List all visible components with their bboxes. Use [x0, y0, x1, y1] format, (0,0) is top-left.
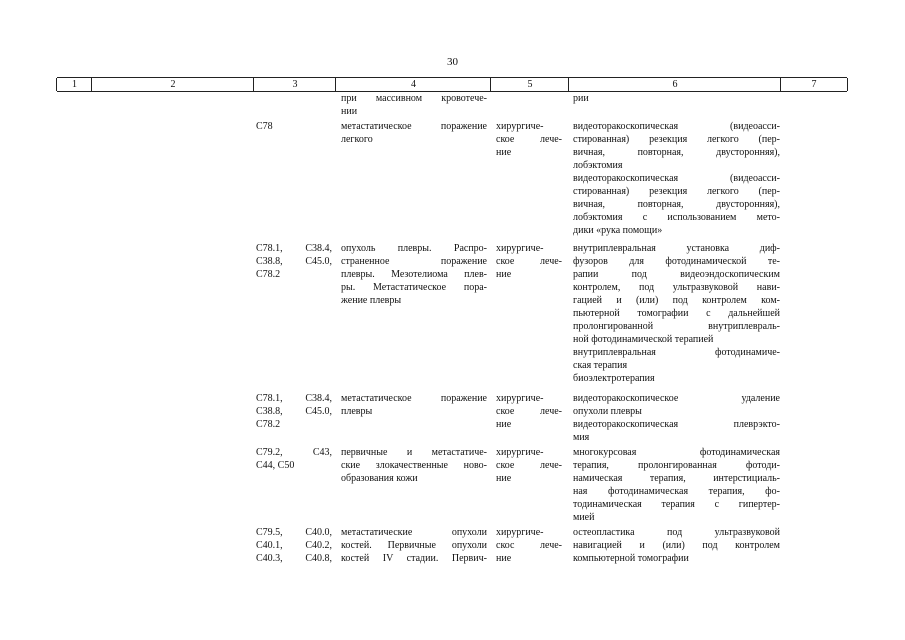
cell-line: метастатические опухоли — [341, 527, 487, 538]
treatment-type-cell — [496, 242, 562, 281]
cell-line: тодинамическая терапия с гипертер- — [573, 499, 780, 510]
cell-line: видеоторакоскопическая плеврэкто- — [573, 419, 780, 430]
cell-line: вичная, повторная, двусторонняя), — [573, 199, 780, 210]
cell-line: C78.1, C38.4, — [256, 393, 332, 404]
cell-line: внутриплевральная установка диф- — [573, 243, 780, 254]
method-cell — [573, 446, 780, 524]
cell-line: фузоров для фотодинамической те- — [573, 256, 780, 267]
cell-line: ние — [496, 269, 512, 280]
cell-line: рии — [573, 93, 589, 104]
header-col-6: 6 — [568, 78, 781, 91]
cell-line: вичная, повторная, двусторонняя), — [573, 147, 780, 158]
cell-line: контролем, под ультразвуковой нави- — [573, 282, 780, 293]
treatment-type-cell — [496, 526, 562, 565]
disease-cell — [341, 120, 487, 146]
cell-line: хирургиче- — [496, 447, 544, 458]
cell-line: легкого — [341, 134, 373, 145]
icd-code-cell — [256, 242, 332, 281]
cell-line: мия — [573, 432, 590, 443]
cell-line: видеоторакоскопическая (видеоасси- — [573, 173, 780, 184]
cell-line: ское лече- — [496, 134, 562, 145]
cell-line: плевры — [341, 406, 373, 417]
cell-line: жение плевры — [341, 295, 402, 306]
cell-line: ной фотодинамической терапией — [573, 334, 714, 345]
cell-line: C38.8, C45.0, — [256, 256, 332, 267]
header-col-7: 7 — [780, 78, 848, 91]
header-col-3: 3 — [253, 78, 336, 91]
cell-line: пьютерной томографии с дальнейшей — [573, 308, 780, 319]
treatment-type-cell — [496, 392, 562, 431]
cell-line: C78.2 — [256, 419, 281, 430]
header-col-5: 5 — [490, 78, 569, 91]
cell-line: хирургиче- — [496, 527, 544, 538]
method-cell — [573, 120, 780, 237]
cell-line: ские злокачественные ново- — [341, 460, 487, 471]
method-cell — [573, 242, 780, 385]
icd-code-cell — [256, 446, 332, 472]
icd-code-cell — [256, 392, 332, 431]
cell-line: пролонгированной внутриплевраль- — [573, 321, 780, 332]
cell-line: опухоль плевры. Распро- — [341, 243, 487, 254]
cell-line: опухоли плевры — [573, 406, 642, 417]
cell-line: страненное поражение — [341, 256, 487, 267]
cell-line: видеоторакоскопическое удаление — [573, 393, 780, 404]
cell-line: C38.8, C45.0, — [256, 406, 332, 417]
cell-line: намическая терапия, интерстициаль- — [573, 473, 780, 484]
cell-line: нии — [341, 106, 358, 117]
cell-line: гацией и (или) под контролем ком- — [573, 295, 780, 306]
cell-line: костей IV стадии. Первич- — [341, 553, 487, 564]
cell-line: стированная) резекция легкого (пер- — [573, 134, 780, 145]
header-col-2: 2 — [91, 78, 254, 91]
treatment-type-cell — [496, 446, 562, 485]
cell-line: C40.3, C40.8, — [256, 553, 332, 564]
cell-line: рапии под видеоэндоскопическим — [573, 269, 780, 280]
cell-line: скос лече- — [496, 540, 562, 551]
cell-line: хирургиче- — [496, 121, 544, 132]
cell-line: дики «рука помощи» — [573, 225, 663, 236]
cell-line: стированная) резекция легкого (пер- — [573, 186, 780, 197]
cell-line: компьютерной томографии — [573, 553, 689, 564]
cell-line: ние — [496, 553, 512, 564]
cell-line: лобэктомия с использованием мето- — [573, 212, 780, 223]
cell-line: биоэлектротерапия — [573, 373, 655, 384]
cell-line: внутриплевральная фотодинамиче- — [573, 347, 780, 358]
icd-code-cell — [256, 526, 332, 565]
cell-line: образования кожи — [341, 473, 418, 484]
disease-cell — [341, 392, 487, 418]
cell-line: C78 — [256, 121, 273, 132]
icd-code-cell — [256, 120, 332, 133]
cell-line: многокурсовая фотодинамическая — [573, 447, 780, 458]
cell-line: C44, C50 — [256, 460, 295, 471]
disease-cell — [341, 242, 487, 307]
cell-line: ние — [496, 473, 512, 484]
header-col-4: 4 — [335, 78, 491, 91]
cell-line: мией — [573, 512, 595, 523]
cell-line: навигацией и (или) под контролем — [573, 540, 780, 551]
method-cell — [573, 92, 780, 105]
cell-line: метастатическое поражение — [341, 121, 487, 132]
cell-line: ское лече- — [496, 460, 562, 471]
cell-line: C40.1, C40.2, — [256, 540, 332, 551]
cell-line: хирургиче- — [496, 393, 544, 404]
cell-line: метастатическое поражение — [341, 393, 487, 404]
cell-line: первичные и метастатиче- — [341, 447, 487, 458]
table-header — [57, 77, 847, 92]
cell-line: ная фотодинамическая терапия, фо- — [573, 486, 780, 497]
cell-line: лобэктомия — [573, 160, 623, 171]
cell-line: C78.2 — [256, 269, 281, 280]
cell-line: плевры. Мезотелиома плев- — [341, 269, 487, 280]
cell-line: ская терапия — [573, 360, 628, 371]
cell-line: костей. Первичные опухоли — [341, 540, 487, 551]
treatment-type-cell — [496, 120, 562, 159]
disease-cell — [341, 446, 487, 485]
cell-line: ние — [496, 419, 512, 430]
disease-cell — [341, 526, 487, 565]
cell-line: ское лече- — [496, 406, 562, 417]
cell-line: C78.1, C38.4, — [256, 243, 332, 254]
page-number: 30 — [447, 56, 458, 68]
cell-line: C79.2, C43, — [256, 447, 332, 458]
cell-line: хирургиче- — [496, 243, 544, 254]
cell-line: C79.5, C40.0, — [256, 527, 332, 538]
cell-line: ское лече- — [496, 256, 562, 267]
method-cell — [573, 526, 780, 565]
method-cell — [573, 392, 780, 444]
cell-line: терапия, пролонгированная фотоди- — [573, 460, 780, 471]
cell-line: при массивном кровотече- — [341, 93, 487, 104]
cell-line: остеопластика под ультразвуковой — [573, 527, 780, 538]
cell-line: видеоторакоскопическая (видеоасси- — [573, 121, 780, 132]
cell-line: ры. Метастатическое пора- — [341, 282, 487, 293]
disease-cell — [341, 92, 487, 118]
cell-line: ние — [496, 147, 512, 158]
header-col-1: 1 — [56, 78, 92, 91]
